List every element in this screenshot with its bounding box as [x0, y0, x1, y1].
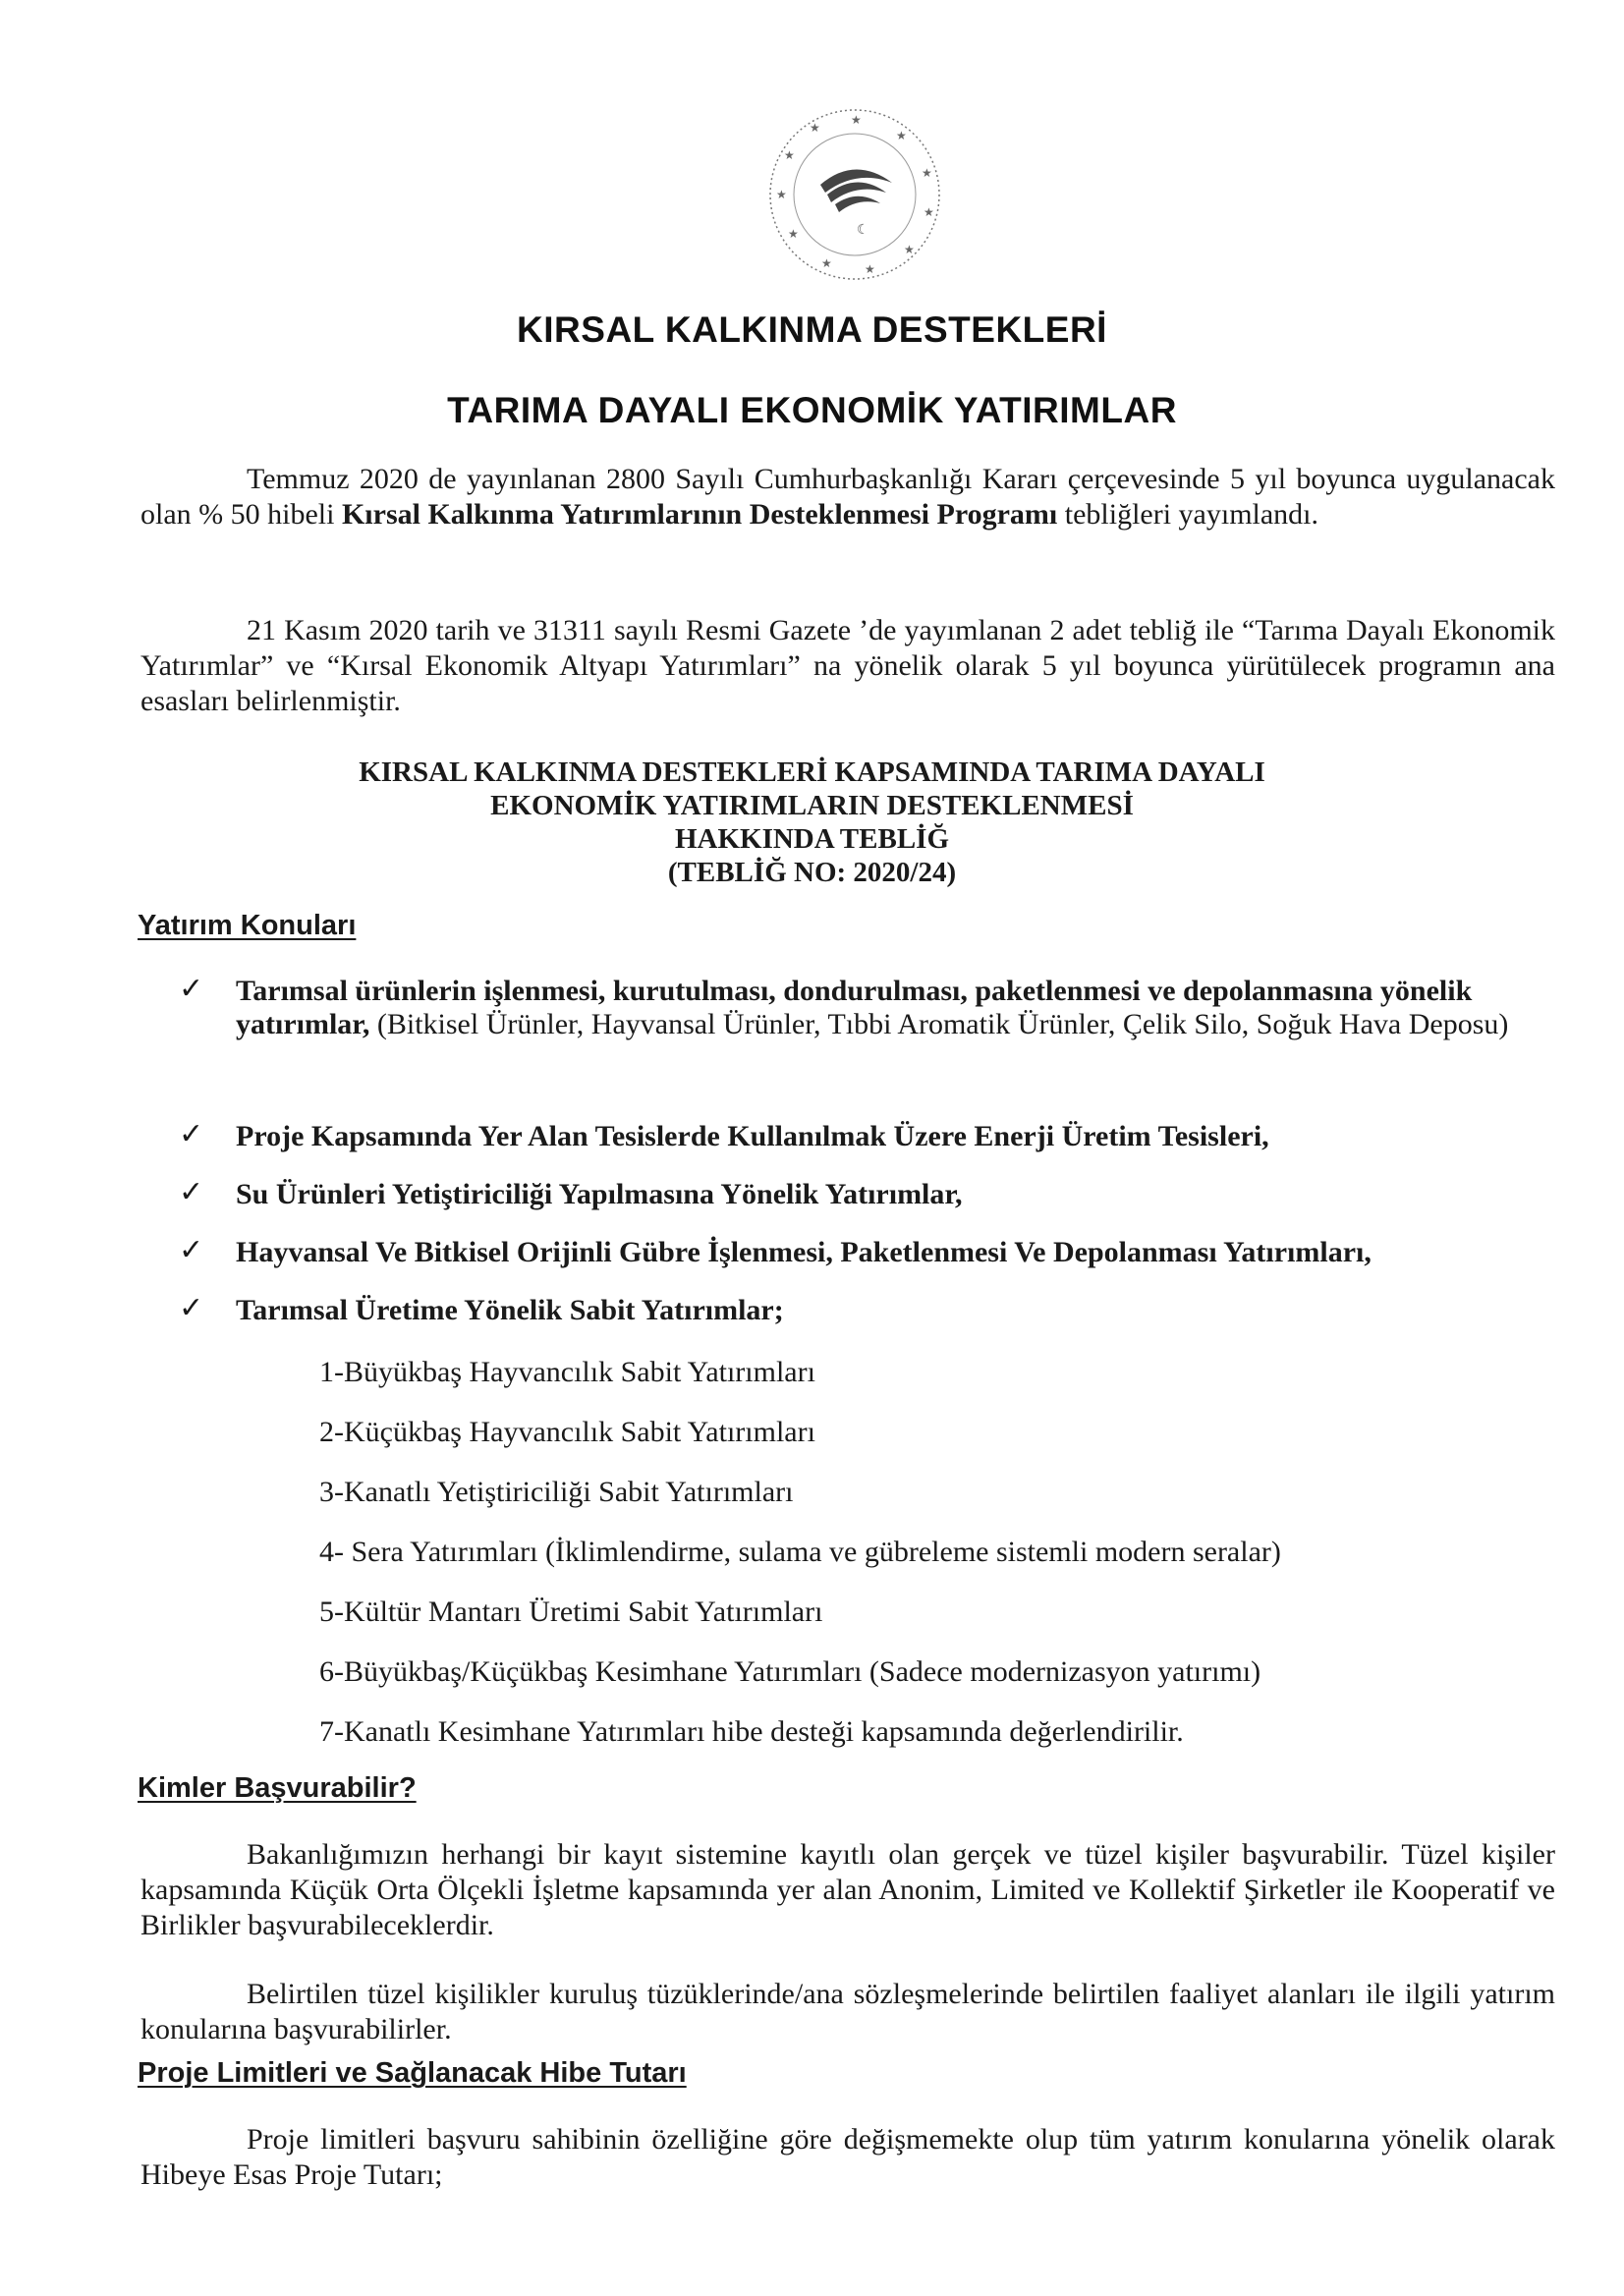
svg-text:★: ★	[788, 227, 799, 241]
bullet-text: Tarımsal Üretime Yönelik Sabit Yatırımlar;	[236, 1294, 784, 1326]
sub-list-item: 2-Küçükbaş Hayvancılık Sabit Yatırımları	[319, 1416, 815, 1448]
checkmark-icon: ✓	[179, 972, 204, 1006]
program-name: Kırsal Kalkınma Yatırımlarının Desteklenmesi Programı	[341, 498, 1058, 531]
sub-list-item: 1-Büyükbaş Hayvancılık Sabit Yatırımları	[319, 1356, 815, 1388]
svg-text:☾: ☾	[857, 222, 869, 238]
svg-text:★: ★	[896, 129, 907, 142]
checkmark-icon: ✓	[179, 1175, 204, 1209]
checkmark-icon: ✓	[179, 1117, 204, 1151]
kimler-paragraph-1: Bakanlığımızın herhangi bir kayıt sistemine kayıtlı olan gerçek ve tüzel kişiler başvurabilir. Tüzel kişiler kapsamında Küçük Orta Ölçekli İşletme kapsamında yer alan Anonim, Limited ve Kollektif Şirketler ile Kooperatif ve Birlikler başvurabileceklerdir.	[140, 1838, 1555, 1941]
sub-list-item: 6-Büyükbaş/Küçükbaş Kesimhane Yatırımları (Sadece modernizasyon yatırımı)	[319, 1655, 1261, 1688]
teblig-title-line-1: KIRSAL KALKINMA DESTEKLERİ KAPSAMINDA TARIMA DAYALI	[359, 756, 1265, 788]
sub-list-item: 7-Kanatlı Kesimhane Yatırımları hibe desteği kapsamında değerlendirilir.	[319, 1715, 1184, 1748]
list-item	[179, 1175, 1552, 1211]
svg-text:★: ★	[924, 205, 934, 219]
teblig-number: (TEBLİĞ NO: 2020/24)	[667, 857, 957, 888]
svg-text:★: ★	[821, 256, 832, 270]
checkmark-icon: ✓	[179, 1233, 204, 1267]
checkmark-icon: ✓	[179, 1291, 204, 1325]
bullet-text-bold: Tarımsal ürünlerin işlenmesi, kurutulması, dondurulması, paketlenmesi ve depolanmasına yönelik yatırımlar,	[236, 975, 1473, 1040]
ministry-seal	[766, 106, 943, 283]
teblig-title-line-3: HAKKINDA TEBLİĞ	[674, 823, 950, 855]
bullet-text: (Bitkisel Ürünler, Hayvansal Ürünler, Tıbbi Aromatik Ürünler, Çelik Silo, Soğuk Hava Deposu)	[369, 1008, 1509, 1040]
list-item	[179, 1291, 1552, 1327]
section-heading-proje-limitleri: Proje Limitleri ve Sağlanacak Hibe Tutarı	[138, 2057, 687, 2089]
list-item	[179, 1117, 1552, 1153]
sub-list-item: 5-Kültür Mantarı Üretimi Sabit Yatırımları	[319, 1596, 823, 1628]
svg-text:★: ★	[851, 113, 862, 127]
svg-text:★: ★	[810, 121, 820, 135]
svg-text:★: ★	[922, 166, 932, 180]
svg-text:★: ★	[776, 188, 787, 201]
sub-list-item: 4- Sera Yatırımları (İklimlendirme, sulama ve gübreleme sistemli modern seralar)	[319, 1536, 1281, 1568]
teblig-title-line-2: EKONOMİK YATIRIMLARIN DESTEKLENMESİ	[490, 790, 1134, 821]
intro-paragraph-1	[140, 462, 1555, 532]
list-item	[179, 1233, 1552, 1269]
intro-text-end: tebliğleri yayımlandı.	[1057, 498, 1319, 531]
bullet-text: Su Ürünleri Yetiştiriciliği Yapılmasına Yönelik Yatırımlar,	[236, 1178, 963, 1210]
kimler-paragraph-2: Belirtilen tüzel kişilikler kuruluş tüzüklerinde/ana sözleşmelerinde belirtilen faaliyet alanları ile ilgili yatırım konularına başvurabilirler.	[140, 1978, 1555, 2045]
svg-text:★: ★	[904, 243, 915, 256]
list-item	[179, 972, 1552, 1041]
intro-text: Temmuz 2020 de yayınlanan 2800 Sayılı Cumhurbaşkanlığı Kararı çerçevesinde 5 yıl boyunca uygulanacak olan % 50 hibeli	[140, 463, 1555, 531]
proje-paragraph-1: Proje limitleri başvuru sahibinin özelliğine göre değişmemekte olup tüm yatırım konularına yönelik olarak Hibeye Esas Proje Tutarı;	[140, 2123, 1555, 2191]
bullet-text: Proje Kapsamında Yer Alan Tesislerde Kullanılmak Üzere Enerji Üretim Tesisleri,	[236, 1120, 1269, 1152]
sub-title: TARIMA DAYALI EKONOMİK YATIRIMLAR	[447, 390, 1177, 430]
section-heading-kimler: Kimler Başvurabilir?	[138, 1772, 417, 1804]
intro-paragraph-2: 21 Kasım 2020 tarih ve 31311 sayılı Resmi Gazete ’de yayımlanan 2 adet tebliğ ile “Tarıma Dayalı Ekonomik Yatırımlar” ve “Kırsal Ekonomik Altyapı Yatırımları” na yönelik olarak 5 yıl boyunca yürütülecek programın ana esasları belirlenmiştir.	[140, 614, 1555, 717]
bullet-text: Hayvansal Ve Bitkisel Orijinli Gübre İşlenmesi, Paketlenmesi Ve Depolanması Yatırımları,	[236, 1236, 1372, 1268]
section-heading-yatirim-konulari: Yatırım Konuları	[138, 910, 357, 941]
sub-list-item: 3-Kanatlı Yetiştiriciliği Sabit Yatırımları	[319, 1476, 794, 1508]
svg-text:★: ★	[784, 148, 795, 162]
main-title: KIRSAL KALKINMA DESTEKLERİ	[517, 309, 1107, 350]
svg-text:★: ★	[865, 262, 875, 276]
